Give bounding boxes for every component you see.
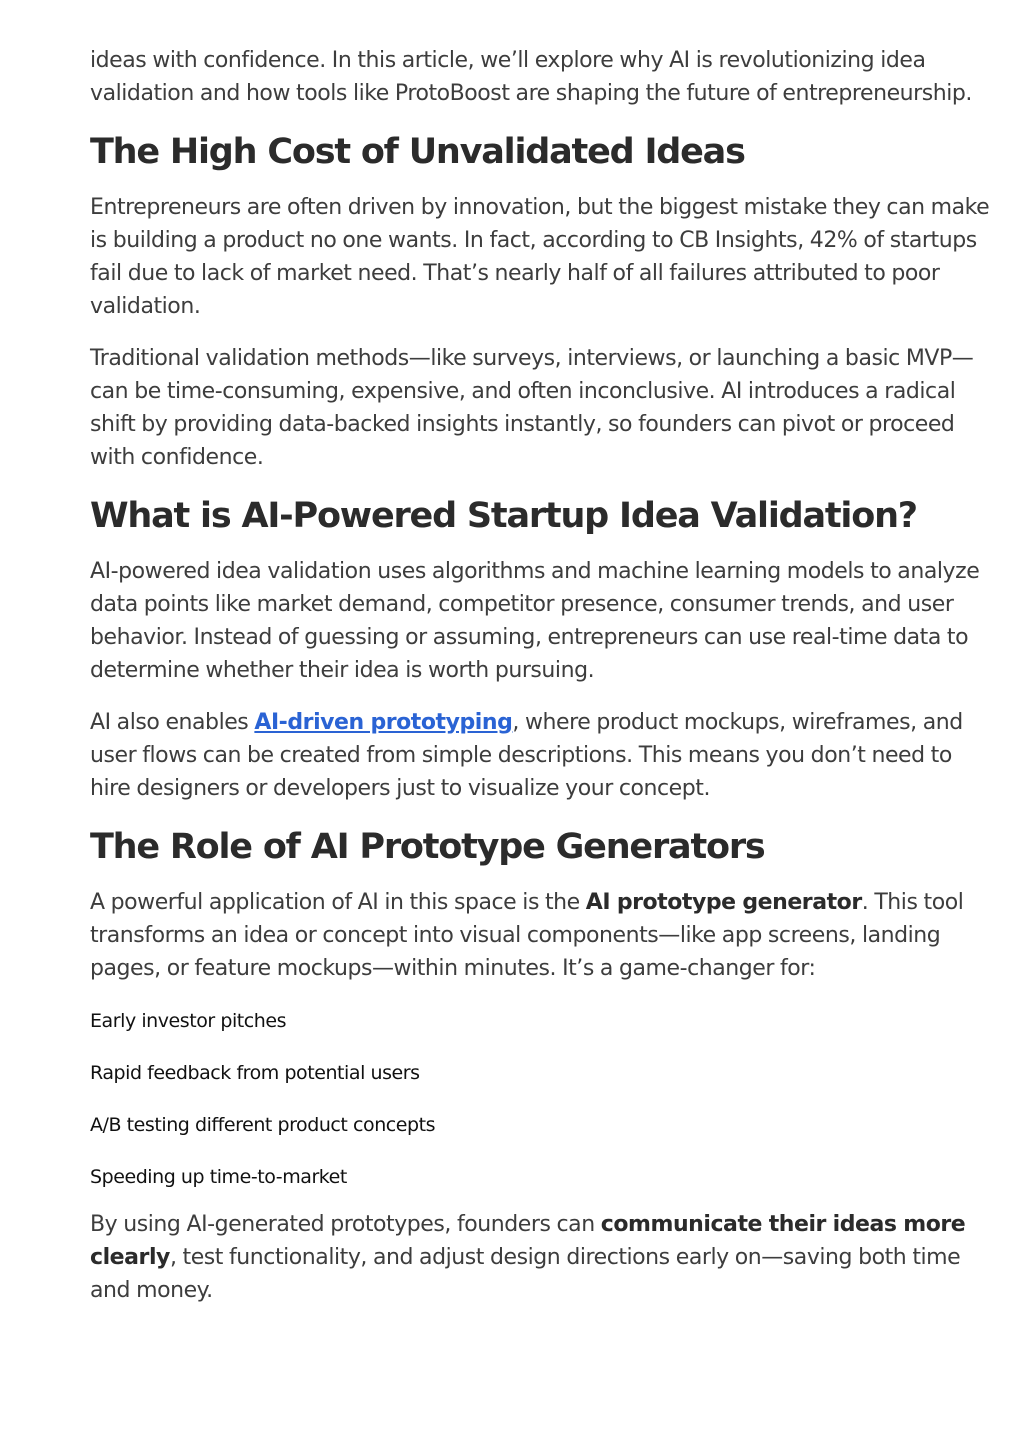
section-heading-prototype-generators: The Role of AI Prototype Generators [90, 827, 765, 867]
text-before-bold: A powerful application of AI in this space is the [90, 890, 586, 915]
text-before-bold: By using AI-generated prototypes, founders can [90, 1212, 601, 1237]
text-after-bold: . This tool transforms an idea or concept into visual components—like app screens, landing pages, or feature mockups—within minutes. It’s a game-changer for: [90, 890, 964, 981]
list-item: Speeding up time-to-market [90, 1166, 347, 1188]
ai-driven-prototyping-link[interactable]: AI-driven prototyping [254, 710, 513, 735]
paragraph-ai-validation: AI-powered idea validation uses algorithms and machine learning models to analyze data points like market demand, competitor presence, consumer trends, and user behavior. Instead of guessing or assuming, entrepreneurs can use real-time data to determine whether their idea is worth pursuing. [90, 559, 980, 683]
paragraph-prototype-generator [90, 886, 990, 985]
paragraph-unvalidated-cost: Entrepreneurs are often driven by innovation, but the biggest mistake they can make is building a product no one wants. In fact, according to CB Insights, 42% of startups fail due to lack of market need. That’s nearly half of all failures attributed to poor validation. [90, 195, 990, 319]
text-after-link: , where product mockups, wireframes, and user flows can be created from simple descriptions. This means you don’t need to hire designers or developers just to visualize your concept. [90, 710, 963, 801]
paragraph-ai-prototyping [90, 706, 990, 805]
bold-prototype-generator: AI prototype generator [585, 890, 862, 915]
text-before-link: AI also enables [90, 710, 255, 735]
section-heading-ai-validation: What is AI-Powered Startup Idea Validation? [90, 496, 917, 536]
paragraph-communicate-ideas [90, 1208, 990, 1307]
bold-communicate-clearly: communicate their ideas more clearly [90, 1212, 966, 1270]
list-item: Early investor pitches [90, 1010, 287, 1032]
article-body [90, 44, 990, 1307]
intro-paragraph: ideas with confidence. In this article, we’ll explore why AI is revolutionizing idea validation and how tools like ProtoBoost are shaping the future of entrepreneurship. [90, 48, 972, 106]
text-after-bold: , test functionality, and adjust design directions early on—saving both time and money. [90, 1245, 961, 1303]
list-item: Rapid feedback from potential users [90, 1062, 420, 1084]
list-item: A/B testing different product concepts [90, 1114, 436, 1136]
paragraph-traditional-validation: Traditional validation methods—like surveys, interviews, or launching a basic MVP—can be time-consuming, expensive, and often inconclusive. AI introduces a radical shift by providing data-backed insights instantly, so founders can pivot or proceed with confidence. [90, 346, 974, 470]
section-heading-high-cost: The High Cost of Unvalidated Ideas [90, 132, 745, 172]
